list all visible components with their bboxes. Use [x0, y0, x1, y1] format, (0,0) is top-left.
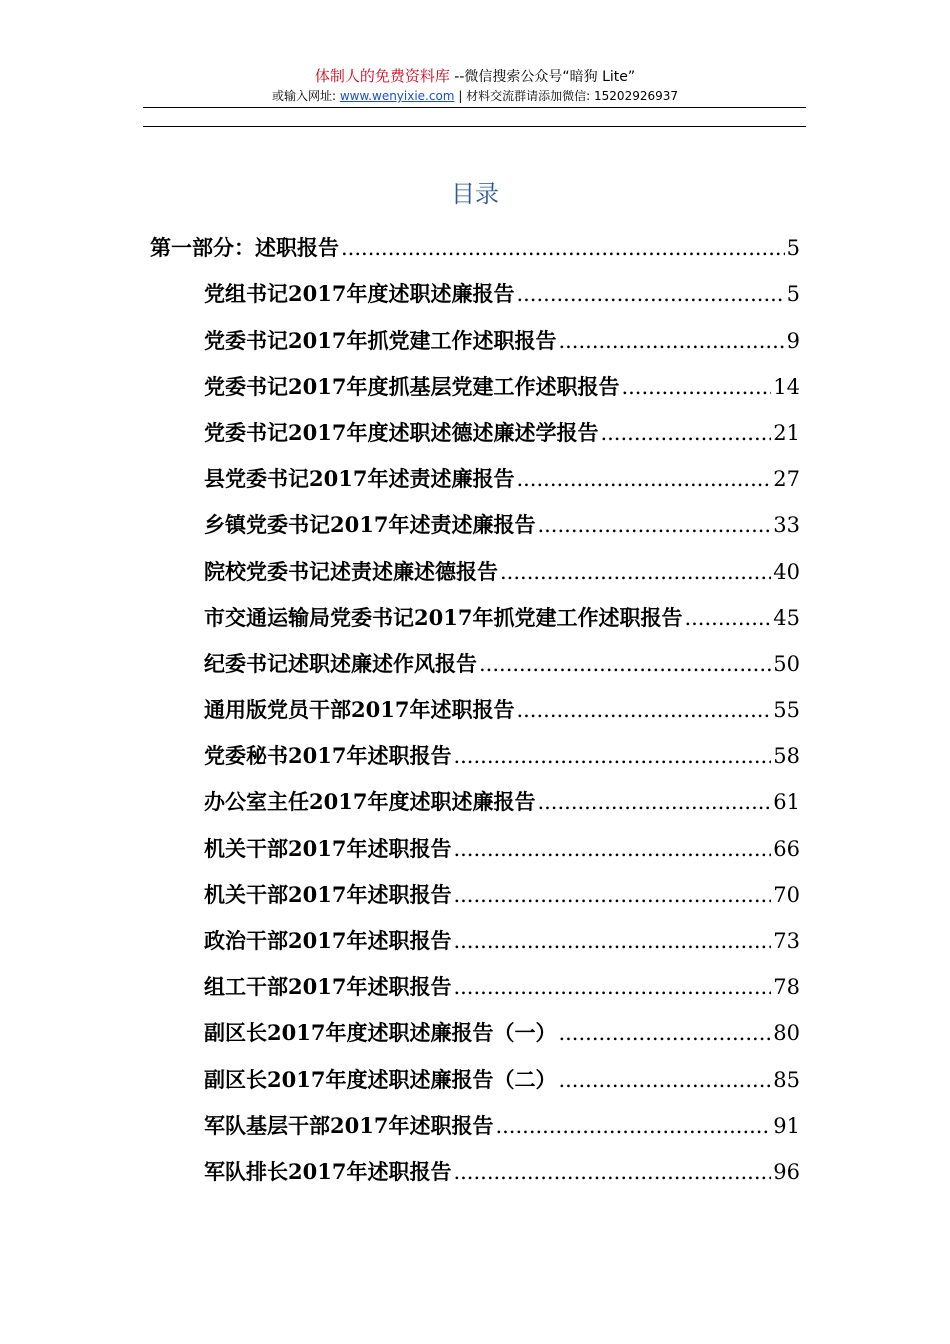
- toc-entry-page: 21: [773, 420, 800, 445]
- header-slogan: --微信搜索公众号“暗狗 Lite”: [449, 69, 636, 85]
- toc-leader-dots: [453, 837, 771, 861]
- toc-entry-text: 机关干部2017年述职报告: [204, 835, 452, 861]
- toc-entry[interactable]: [150, 407, 800, 453]
- toc-leader-dots: [621, 375, 771, 399]
- table-of-contents: [150, 222, 800, 1192]
- toc-entry-page: 96: [773, 1159, 800, 1184]
- page-header: [0, 66, 950, 105]
- toc-leader-dots: [600, 421, 771, 445]
- toc-entry-page: 45: [773, 605, 800, 630]
- toc-entry-text: 县党委书记2017年述责述廉报告: [204, 466, 515, 492]
- toc-leader-dots: [558, 1068, 771, 1092]
- toc-leader-dots: [453, 929, 771, 953]
- toc-entry[interactable]: [150, 1100, 800, 1146]
- toc-entry-page: 85: [773, 1067, 800, 1092]
- header-divider-bottom: [143, 126, 806, 127]
- header-url-prefix: 或输入网址:: [271, 89, 340, 103]
- toc-leader-dots: [516, 282, 784, 306]
- header-url-link[interactable]: www.wenyixie.com: [339, 89, 455, 103]
- toc-entry[interactable]: [150, 222, 800, 268]
- toc-entry-text: 政治干部2017年述职报告: [204, 928, 452, 953]
- header-line-2: [0, 87, 950, 105]
- toc-entry-page: 5: [786, 236, 800, 261]
- toc-entry-text: 组工干部2017年述职报告: [204, 974, 452, 1000]
- toc-entry-page: 78: [773, 975, 800, 1000]
- toc-entry[interactable]: [150, 684, 800, 730]
- toc-entry-page: 27: [773, 467, 800, 492]
- toc-entry-text: 党组书记2017年度述职述廉报告: [204, 281, 515, 307]
- toc-entry-text: 副区长2017年度述职述廉报告（二）: [204, 1066, 557, 1092]
- toc-entry[interactable]: [150, 730, 800, 776]
- toc-entry[interactable]: [150, 776, 800, 822]
- toc-entry[interactable]: [150, 314, 800, 360]
- toc-leader-dots: [537, 790, 771, 814]
- toc-entry-page: 33: [773, 513, 800, 538]
- toc-entry[interactable]: [150, 361, 800, 407]
- toc-entry[interactable]: [150, 1146, 800, 1192]
- toc-leader-dots: [453, 744, 771, 768]
- toc-entry-page: 55: [773, 698, 800, 723]
- toc-entry-text: 军队基层干部2017年述职报告: [204, 1112, 494, 1138]
- toc-entry[interactable]: [150, 915, 800, 961]
- toc-entry-text: 党委书记2017年抓党建工作述职报告: [204, 327, 557, 353]
- toc-entry-text: 办公室主任2017年度述职述廉报告: [204, 789, 536, 815]
- header-url-suffix: | 材料交流群请添加微信: 15202926937: [454, 89, 679, 103]
- toc-entry-page: 50: [773, 651, 800, 676]
- toc-entry-text: 纪委书记述职述廉述作风报告: [204, 650, 477, 676]
- toc-leader-dots: [516, 467, 771, 491]
- toc-entry-text: 党委秘书2017年述职报告: [204, 743, 452, 769]
- toc-entry-text: 军队排长2017年述职报告: [204, 1158, 452, 1184]
- toc-leader-dots: [453, 1160, 771, 1184]
- toc-entry[interactable]: [150, 453, 800, 499]
- toc-entry[interactable]: [150, 499, 800, 545]
- toc-entry[interactable]: [150, 545, 800, 591]
- toc-entry-page: 91: [773, 1113, 800, 1138]
- toc-entry-text: 乡镇党委书记2017年述责述廉报告: [204, 512, 536, 538]
- toc-leader-dots: [537, 513, 771, 537]
- toc-entry-page: 14: [773, 374, 800, 399]
- toc-entry-text: 第一部分：述职报告: [150, 235, 339, 261]
- toc-entry-text: 通用版党员干部2017年述职报告: [204, 697, 515, 723]
- toc-entry-text: 党委书记2017年度述职述德述廉述学报告: [204, 419, 599, 445]
- toc-title: 目录: [451, 180, 499, 208]
- toc-entry-text: 机关干部2017年述职报告: [204, 881, 452, 907]
- toc-entry[interactable]: [150, 961, 800, 1007]
- toc-entry[interactable]: [150, 638, 800, 684]
- toc-leader-dots: [684, 606, 771, 630]
- toc-leader-dots: [516, 698, 771, 722]
- toc-entry[interactable]: [150, 1053, 800, 1099]
- toc-leader-dots: [479, 652, 771, 676]
- toc-entry-page: 40: [773, 559, 800, 584]
- toc-entry[interactable]: [150, 869, 800, 915]
- toc-entry-page: 58: [773, 744, 800, 769]
- toc-leader-dots: [558, 329, 784, 353]
- toc-entry-text: 院校党委书记述责述廉述德报告: [204, 558, 498, 584]
- toc-entry-text: 副区长2017年度述职述廉报告（一）: [204, 1020, 557, 1046]
- toc-leader-dots: [500, 560, 771, 584]
- toc-leader-dots: [341, 236, 785, 260]
- header-divider-top: [143, 107, 806, 108]
- toc-entry[interactable]: [150, 1007, 800, 1053]
- toc-entry-page: 61: [773, 790, 800, 815]
- toc-entry[interactable]: [150, 268, 800, 314]
- toc-entry-page: 73: [773, 929, 800, 953]
- toc-leader-dots: [558, 1021, 771, 1045]
- toc-leader-dots: [495, 1114, 771, 1138]
- header-line-1: [0, 66, 950, 87]
- toc-entry-page: 80: [773, 1021, 800, 1046]
- toc-entry-page: 70: [773, 882, 800, 907]
- toc-leader-dots: [453, 975, 771, 999]
- toc-entry-page: 66: [773, 836, 800, 861]
- toc-entry-text: 市交通运输局党委书记2017年抓党建工作述职报告: [204, 604, 683, 630]
- toc-entry-text: 党委书记2017年度抓基层党建工作述职报告: [204, 373, 620, 399]
- toc-entry[interactable]: [150, 592, 800, 638]
- toc-entry[interactable]: [150, 822, 800, 868]
- toc-leader-dots: [453, 883, 771, 907]
- header-brand: 体制人的免费资料库: [314, 67, 450, 85]
- toc-entry-page: 5: [786, 282, 800, 307]
- toc-entry-page: 9: [786, 328, 800, 353]
